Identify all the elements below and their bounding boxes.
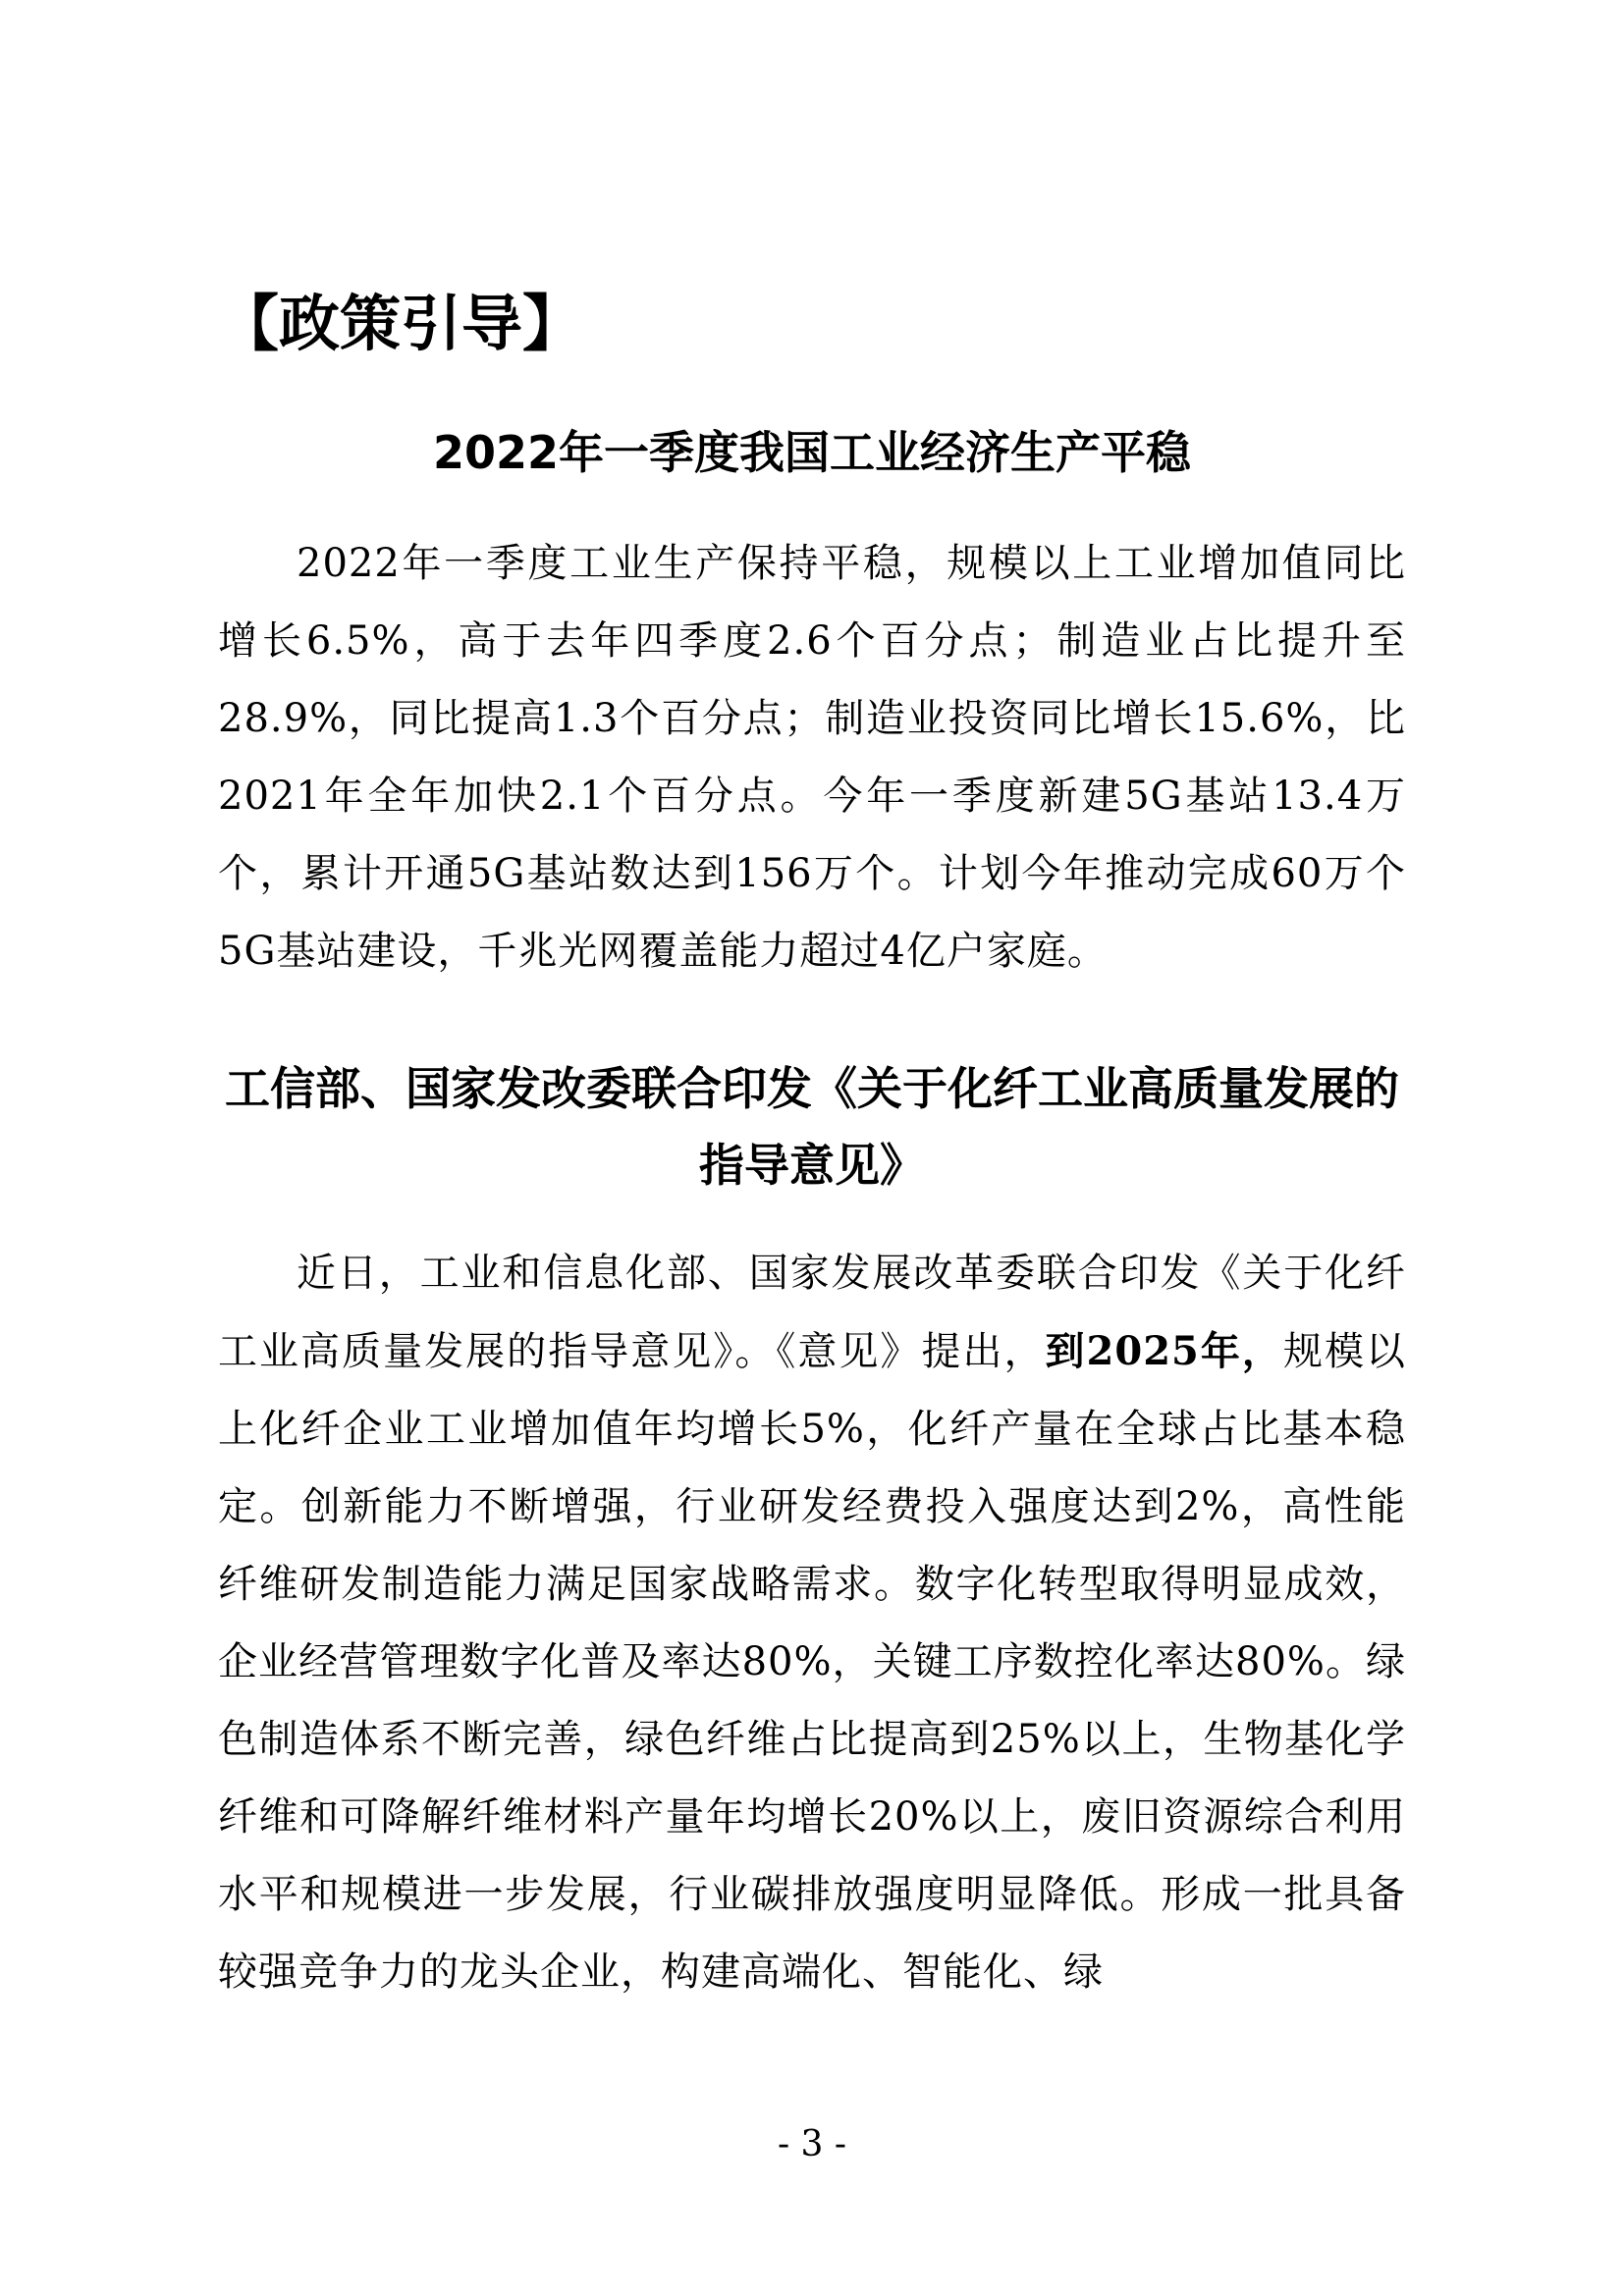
article-title-chemical-fiber-guidance: 工信部、国家发改委联合印发《关于化纤工业高质量发展的指导意见》 — [225, 1062, 1399, 1192]
paragraph-text-intro: 近日，工业和信息化部、国家发展改革委联合印发《关于化纤工业高质量发展的指导意见》。《意见》提出， — [218, 1251, 1406, 1374]
section-tag: 【政策引导】 — [218, 288, 584, 359]
article-title-industrial-economy: 2022年一季度我国工业经济生产平稳 — [432, 426, 1192, 479]
paragraph-text-targets: 规模以上化纤企业工业增加值年均增长5%，化纤产量在全球占比基本稳定。创新能力不断增强，行业研发经费投入强度达到2%，高性能纤维研发制造能力满足国家战略需求。数字化转型取得明显成效，企业经营管理数字化普及率达80%，关键工序数控化率达80%。绿色制造体系不断完善，绿色纤维占比提高到25%以上，生物基化学纤维和可降解纤维材料产量年均增长20%以上，废旧资源综合利用水平和规模进一步发展，行业碳排放强度明显降低。形成一批具备较强竞争力的龙头企业，构建高端化、智能化、绿 — [218, 1329, 1407, 1995]
article-paragraph-industrial-economy: 2022年一季度工业生产保持平稳，规模以上工业增加值同比增长6.5%，高于去年四季度2.6个百分点；制造业占比提升至28.9%，同比提高1.3个百分点；制造业投资同比增长15.6%，比2021年全年加快2.1个百分点。今年一季度新建5G基站13.4万个，累计开通5G基站数达到156万个。计划今年推动完成60万个5G基站建设，千兆光网覆盖能力超过4亿户家庭。 — [218, 541, 1406, 974]
page-number: - 3 - — [777, 2124, 847, 2164]
paragraph-text-highlight: 到2025年， — [1045, 1328, 1283, 1374]
article-paragraph-chemical-fiber-guidance — [218, 1235, 1406, 2011]
